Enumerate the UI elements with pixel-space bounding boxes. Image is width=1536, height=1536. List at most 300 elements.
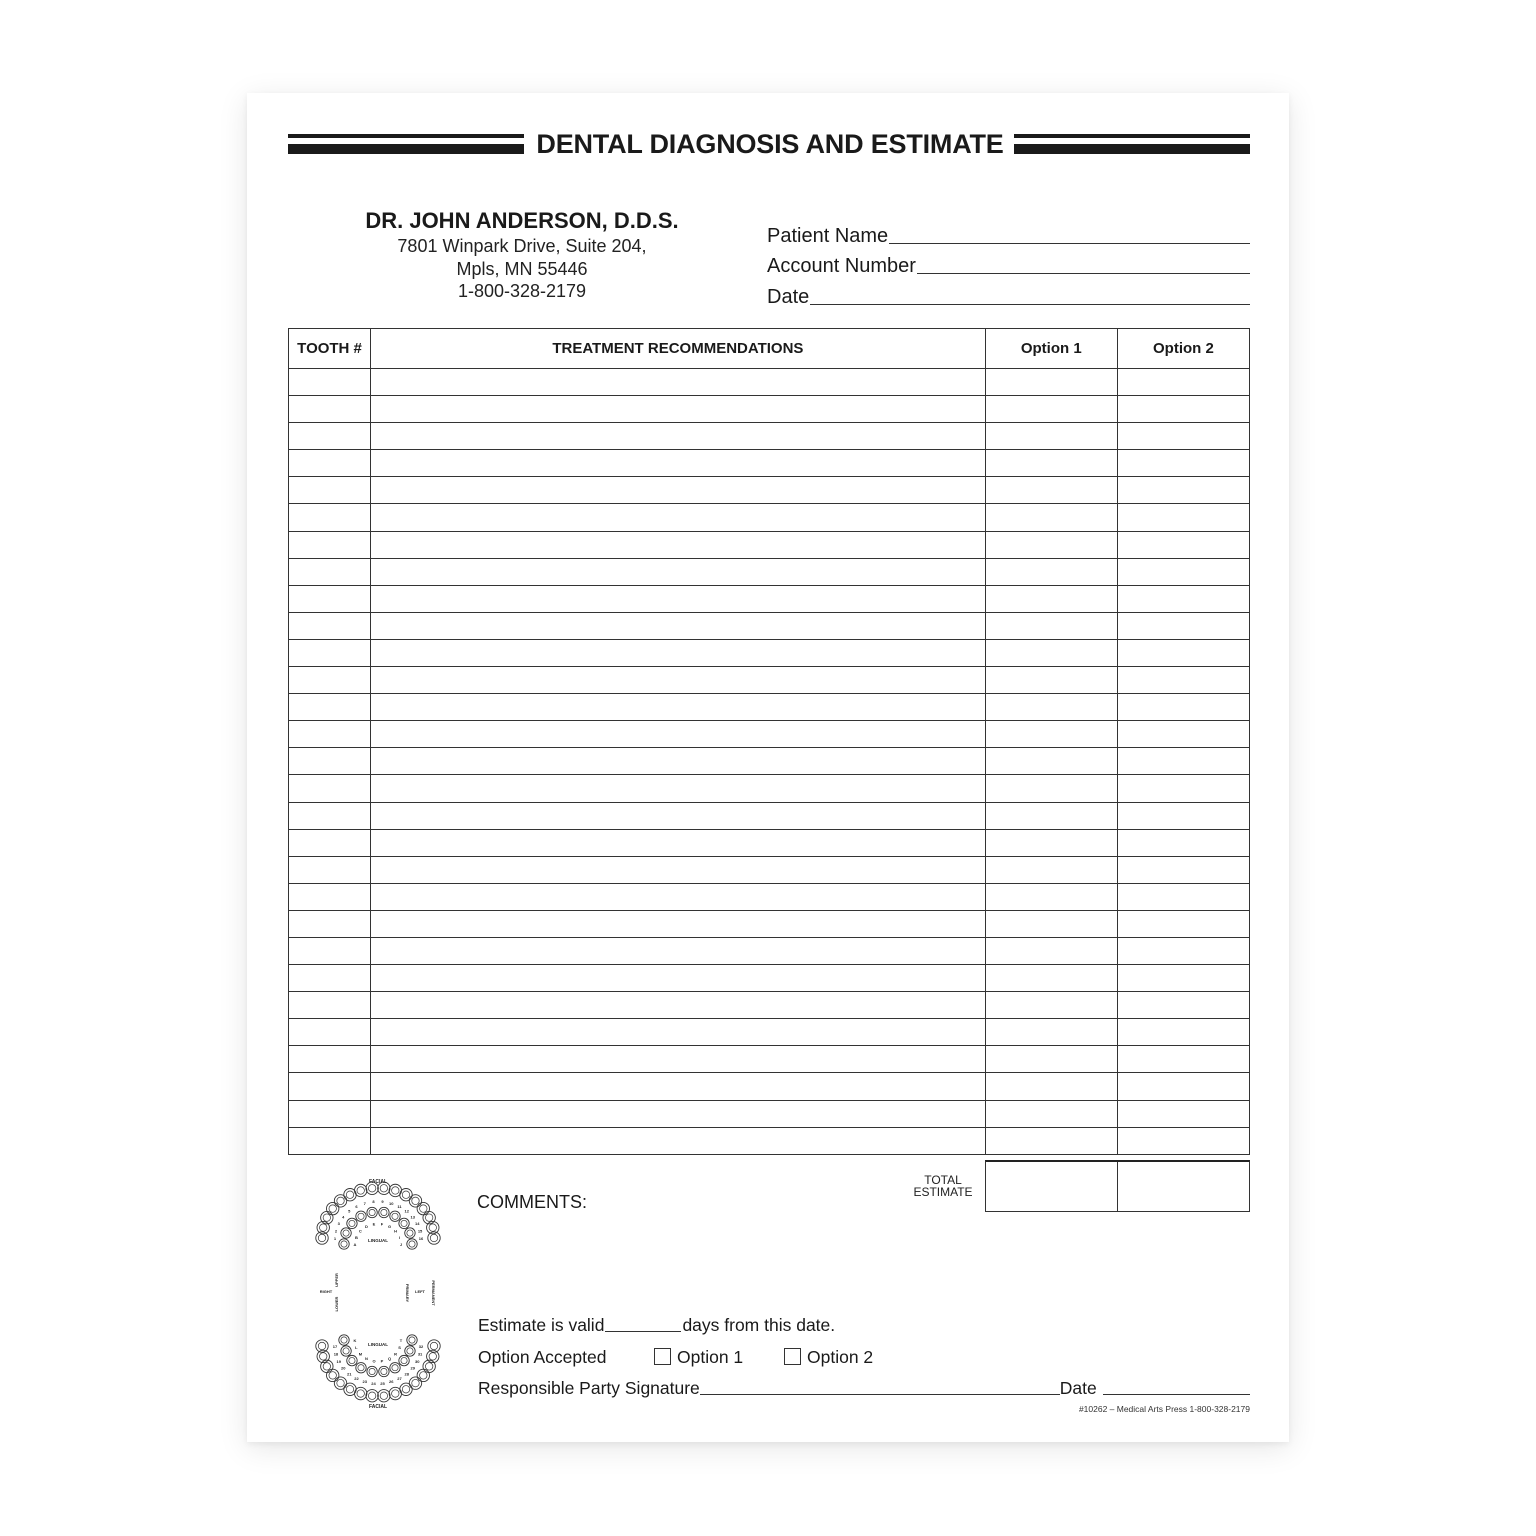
date-label: Date [767,285,810,308]
tooth-cell[interactable] [289,992,371,1019]
doctor-phone: 1-800-328-2179 [457,281,587,301]
option2-cell[interactable] [1117,369,1249,396]
tooth-cell[interactable] [289,748,371,775]
option2-cell[interactable] [1117,694,1249,721]
tooth [378,1390,390,1402]
option1-cell[interactable] [985,1100,1117,1127]
lower-primary-label: P [380,1358,384,1364]
treatment-cell[interactable] [371,829,986,856]
lower-primary-label: T [399,1338,403,1343]
doctor-address-line2: Mpls, MN 55446 [456,258,588,279]
signature-label: Responsible Party Signature [478,1378,700,1398]
tooth-cell[interactable] [289,856,371,883]
treatment-cell[interactable] [371,667,986,694]
upper-label: UPPER [334,1273,339,1287]
treatment-cell[interactable] [371,965,986,992]
tooth [401,1220,407,1226]
tooth [339,1335,349,1345]
treatment-cell[interactable] [371,1100,986,1127]
signature-blank[interactable] [700,1394,1060,1395]
tooth [343,1348,349,1354]
patient-name-line[interactable] [889,243,1250,244]
header-option2: Option 2 [1117,329,1249,369]
option2-cell[interactable] [1117,531,1249,558]
treatment-cell[interactable] [371,694,986,721]
option1-cell[interactable] [985,612,1117,639]
option2-checkbox[interactable] [784,1348,801,1365]
option1-cell[interactable] [985,504,1117,531]
tooth-cell[interactable] [289,1073,371,1100]
treatment-cell[interactable] [371,802,986,829]
upper-primary-label: D [365,1223,368,1229]
tooth [392,1365,398,1371]
option1-cell[interactable] [985,883,1117,910]
tooth [392,1390,399,1397]
signature-date-blank[interactable] [1103,1394,1250,1395]
patient-fields [767,217,1250,309]
upper-primary-label: A [353,1242,357,1247]
table-row [289,1046,1250,1073]
tooth-cell[interactable] [289,639,371,666]
upper-permanent-label: 2 [334,1228,338,1234]
tooth [400,1188,412,1200]
table-row [289,531,1250,558]
lower-primary-label: Q [387,1356,392,1362]
option1-cell[interactable] [985,775,1117,802]
date-line[interactable] [810,304,1250,305]
option2-cell[interactable] [1117,775,1249,802]
option1-cell[interactable] [985,1019,1117,1046]
option1-cell[interactable] [985,585,1117,612]
option1-choice[interactable] [654,1347,784,1368]
option1-cell[interactable] [985,477,1117,504]
facial-bottom-label: FACIAL [368,1404,388,1410]
treatment-cell[interactable] [371,396,986,423]
tooth-cell[interactable] [289,1100,371,1127]
option2-cell[interactable] [1117,721,1249,748]
option1-cell[interactable] [985,694,1117,721]
tooth [379,1366,389,1376]
tooth-cell[interactable] [289,829,371,856]
patient-name-label: Patient Name [767,224,889,247]
lower-permanent-label: 26 [389,1379,394,1385]
tooth [321,1211,333,1223]
option2-cell[interactable] [1117,1073,1249,1100]
upper-primary-label: I [399,1234,401,1240]
tooth [323,1214,330,1221]
option2-cell[interactable] [1117,612,1249,639]
option1-cell[interactable] [985,423,1117,450]
tooth-cell[interactable] [289,396,371,423]
tooth [425,1214,432,1221]
lower-lingual-label: LINGUAL [368,1342,388,1347]
tooth [358,1213,364,1219]
lower-permanent-label: 28 [404,1371,409,1377]
option1-cell[interactable] [985,937,1117,964]
table-row [289,965,1250,992]
tooth [412,1197,419,1204]
signature-line [478,1378,1250,1399]
option1-cell[interactable] [985,369,1117,396]
option-accepted-line [478,1347,873,1368]
treatment-cell[interactable] [371,423,986,450]
option2-cell[interactable] [1117,856,1249,883]
tooth-cell[interactable] [289,937,371,964]
tooth [392,1213,398,1219]
upper-primary-label: E [372,1221,376,1227]
tooth [326,1369,338,1381]
date-field[interactable] [767,278,1250,309]
tooth [347,1355,357,1365]
tooth [356,1211,366,1221]
tooth-cell[interactable] [289,369,371,396]
tooth [329,1372,336,1379]
lower-permanent-label: 20 [340,1365,346,1371]
option1-cell[interactable] [985,450,1117,477]
treatment-cell[interactable] [371,531,986,558]
tooth [429,1353,436,1360]
option2-cell[interactable] [1117,639,1249,666]
lower-permanent-label: 17 [332,1344,338,1349]
treatment-cell[interactable] [371,1073,986,1100]
tooth [347,1218,357,1228]
tooth-cell[interactable] [289,585,371,612]
option2-cell[interactable] [1117,992,1249,1019]
tooth-cell[interactable] [289,694,371,721]
tooth [343,1230,349,1236]
lower-primary-label: S [398,1345,401,1351]
option2-cell[interactable] [1117,558,1249,585]
treatment-cell[interactable] [371,369,986,396]
table-row [289,748,1250,775]
option1-cell[interactable] [985,531,1117,558]
option1-checkbox[interactable] [654,1348,671,1365]
lower-permanent-label: 19 [336,1359,341,1365]
option1-cell[interactable] [985,1046,1117,1073]
lower-permanent-label: 24 [371,1380,376,1386]
option1-cell[interactable] [985,1073,1117,1100]
table-row [289,423,1250,450]
patient-name-field[interactable] [767,217,1250,248]
option2-cell[interactable] [1117,802,1249,829]
option2-cell[interactable] [1117,477,1249,504]
form-footer-note: #10262 – Medical Arts Press 1-800-328-2179 [1078,1404,1250,1414]
upper-primary-label: C [358,1228,362,1234]
lower-permanent-label: 18 [333,1351,339,1357]
treatment-cell[interactable] [371,639,986,666]
table-header-row [289,329,1250,369]
tooth-cell[interactable] [289,802,371,829]
tooth-cell[interactable] [289,612,371,639]
lower-permanent-label: 30 [415,1359,420,1365]
tooth [320,1224,327,1231]
tooth [430,1342,437,1349]
tooth-cell[interactable] [289,1019,371,1046]
tooth [379,1207,389,1217]
table-row [289,937,1250,964]
option1-cell[interactable] [985,910,1117,937]
tooth-cell[interactable] [289,883,371,910]
tooth [381,1209,387,1215]
tooth [356,1363,366,1373]
tooth [339,1239,349,1249]
tooth [417,1369,429,1381]
lower-primary-label: M [358,1351,363,1357]
treatment-cell[interactable] [371,721,986,748]
option2-cell[interactable] [1117,965,1249,992]
tooth [346,1191,353,1198]
lower-primary-label: K [353,1338,357,1343]
treatment-cell[interactable] [371,612,986,639]
tooth-cell[interactable] [289,667,371,694]
lower-label: LOWER [334,1296,339,1312]
option1-cell[interactable] [985,667,1117,694]
table-row [289,992,1250,1019]
option2-cell[interactable] [1117,937,1249,964]
option2-cell[interactable] [1117,1046,1249,1073]
tooth [399,1355,409,1365]
tooth [320,1353,327,1360]
upper-permanent-label: 1 [333,1236,337,1241]
tooth [412,1379,419,1386]
option2-cell[interactable] [1117,396,1249,423]
tooth [357,1390,364,1397]
tooth [369,1209,375,1215]
tooth [423,1360,435,1372]
treatment-cell[interactable] [371,504,986,531]
table-row [289,612,1250,639]
option1-cell[interactable] [985,1127,1117,1154]
facial-top-label: FACIAL [368,1179,388,1185]
tooth [407,1230,413,1236]
account-number-field[interactable] [767,248,1250,279]
total-label-line1: TOTAL [924,1173,962,1187]
tooth [407,1348,413,1354]
header-tooth: TOOTH # [289,329,371,369]
tooth [334,1195,346,1207]
upper-primary-label: B [354,1234,358,1240]
total-label-line2: ESTIMATE [913,1185,973,1199]
tooth [420,1372,427,1379]
option2-cell[interactable] [1117,883,1249,910]
lower-primary-label: O [372,1358,376,1364]
option2-cell[interactable] [1117,504,1249,531]
option2-cell[interactable] [1117,1019,1249,1046]
treatment-cell[interactable] [371,937,986,964]
upper-permanent-label: 6 [355,1203,358,1209]
treatment-cell[interactable] [371,883,986,910]
table-row [289,1019,1250,1046]
option-accepted-label: Option Accepted [478,1347,607,1367]
tooth [349,1357,355,1363]
tooth-cell[interactable] [289,450,371,477]
option1-cell[interactable] [985,856,1117,883]
tooth [321,1360,333,1372]
option1-cell[interactable] [985,965,1117,992]
tooth-cell[interactable] [289,775,371,802]
treatment-cell[interactable] [371,856,986,883]
option2-cell[interactable] [1117,910,1249,937]
left-label: LEFT [415,1289,425,1294]
title-rule-left [288,134,524,154]
tooth [341,1337,347,1343]
option2-cell[interactable] [1117,1100,1249,1127]
tooth [409,1195,421,1207]
tooth [402,1191,409,1198]
option2-label: Option 2 [807,1347,874,1367]
tooth [405,1228,415,1238]
tooth [389,1387,401,1399]
tooth-cell[interactable] [289,721,371,748]
option2-cell[interactable] [1117,450,1249,477]
tooth [407,1239,417,1249]
tooth [423,1211,435,1223]
treatment-cell[interactable] [371,558,986,585]
treatment-cell[interactable] [371,1019,986,1046]
upper-primary-label: H [394,1228,398,1234]
option1-cell[interactable] [985,721,1117,748]
lower-primary-label: L [355,1345,358,1351]
tooth [409,1337,415,1343]
tooth-cell[interactable] [289,1046,371,1073]
tooth-cell[interactable] [289,910,371,937]
tooth [344,1383,356,1395]
option2-cell[interactable] [1117,748,1249,775]
tooth [334,1377,346,1389]
tooth [429,1224,436,1231]
upper-permanent-label: 12 [404,1208,409,1214]
option2-choice[interactable] [784,1347,873,1368]
upper-lingual-label: LINGUAL [368,1238,388,1243]
option1-cell[interactable] [985,748,1117,775]
option1-cell[interactable] [985,802,1117,829]
upper-permanent-label: 10 [389,1200,394,1206]
upper-permanent-label: 8 [372,1199,375,1205]
treatment-cell[interactable] [371,450,986,477]
tooth-cell[interactable] [289,965,371,992]
treatment-cell[interactable] [371,1127,986,1154]
tooth [326,1202,338,1214]
treatment-cell[interactable] [371,1046,986,1073]
tooth-cell[interactable] [289,531,371,558]
table-row [289,829,1250,856]
table-row [289,1127,1250,1154]
comments-label: COMMENTS: [477,1192,587,1212]
tooth-cell[interactable] [289,1127,371,1154]
valid-days-blank[interactable] [605,1331,681,1332]
treatment-table [288,328,1250,1155]
upper-permanent-label: 14 [415,1220,420,1226]
treatment-cell[interactable] [371,992,986,1019]
table-row [289,477,1250,504]
table-row [289,1100,1250,1127]
upper-permanent-label: 13 [410,1214,416,1220]
tooth-cell[interactable] [289,558,371,585]
tooth [392,1187,399,1194]
table-row [289,856,1250,883]
account-number-line[interactable] [917,273,1250,274]
upper-permanent-label: 4 [342,1214,345,1220]
option2-cell[interactable] [1117,585,1249,612]
upper-primary-label: J [399,1242,403,1247]
lower-permanent-label: 21 [347,1371,352,1377]
table-row [289,639,1250,666]
tooth [369,1368,375,1374]
tooth [401,1357,407,1363]
form-title: DENTAL DIAGNOSIS AND ESTIMATE [536,129,1004,159]
treatment-cell[interactable] [371,775,986,802]
option1-cell[interactable] [985,558,1117,585]
total-estimate-label [900,1174,986,1198]
treatment-cell[interactable] [371,477,986,504]
upper-permanent-label: 11 [397,1203,402,1209]
tooth-chart-diagram [312,1176,444,1410]
table-row [289,585,1250,612]
tooth [409,1241,415,1247]
total-option1-cell[interactable] [986,1162,1117,1211]
tooth [425,1363,432,1370]
table-row [289,694,1250,721]
option1-cell[interactable] [985,992,1117,1019]
estimate-valid-line [478,1315,835,1336]
treatment-cell[interactable] [371,910,986,937]
table-row [289,802,1250,829]
option1-cell[interactable] [985,829,1117,856]
tooth [357,1187,364,1194]
table-row [289,910,1250,937]
option1-cell[interactable] [985,396,1117,423]
option2-cell[interactable] [1117,667,1249,694]
lower-primary-label: N [365,1356,368,1362]
form-header [288,130,1250,160]
option2-cell[interactable] [1117,423,1249,450]
tooth-cell[interactable] [289,504,371,531]
option2-cell[interactable] [1117,829,1249,856]
table-row [289,883,1250,910]
valid-suffix: days from this date. [682,1315,836,1335]
doctor-name: DR. JOHN ANDERSON, D.D.S. [365,208,679,233]
doctor-info [340,207,704,303]
tooth [409,1377,421,1389]
upper-permanent-label: 5 [348,1208,351,1214]
tooth [390,1363,400,1373]
header-treatment: TREATMENT RECOMMENDATIONS [371,329,986,369]
tooth-cell[interactable] [289,477,371,504]
table-row [289,504,1250,531]
upper-primary-label: F [380,1221,384,1227]
tooth-cell[interactable] [289,423,371,450]
option1-cell[interactable] [985,639,1117,666]
tooth [318,1342,325,1349]
lower-permanent-label: 31 [417,1351,423,1357]
tooth [399,1218,409,1228]
option2-cell[interactable] [1117,1127,1249,1154]
tooth [368,1185,375,1192]
treatment-cell[interactable] [371,748,986,775]
treatment-cell[interactable] [371,585,986,612]
permanent-label: PERMANENT [431,1280,436,1306]
primary-label: PRIMARY [405,1283,410,1303]
total-option2-cell[interactable] [1117,1162,1249,1211]
upper-permanent-label: 15 [417,1228,423,1234]
tooth [367,1366,377,1376]
table-row [289,450,1250,477]
upper-permanent-label: 9 [381,1199,384,1205]
upper-permanent-label: 16 [418,1236,424,1241]
tooth [380,1185,387,1192]
lower-permanent-label: 23 [362,1379,367,1385]
doctor-address-line1: 7801 Winpark Drive, Suite 204, [397,236,647,256]
